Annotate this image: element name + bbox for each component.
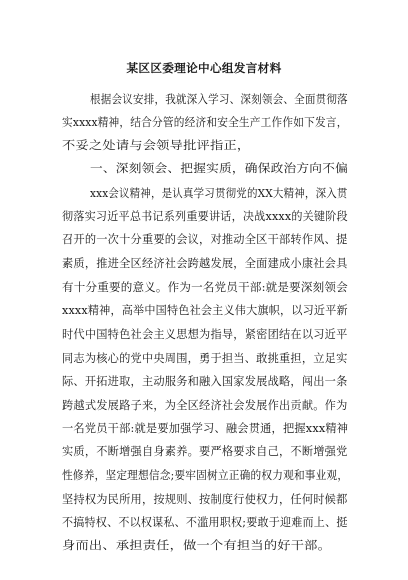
- paragraph-line: 彻落实习近平总书记系列重要讲话，决战xxxx的关键阶段: [62, 209, 348, 223]
- paragraph-line: 不搞特权、不以权谋私、不滥用职权;要敢于迎难而上、挺: [62, 515, 348, 529]
- section-heading: 一、深刻领会、把握实质，确保政治方向不偏: [90, 161, 349, 175]
- paragraph-line: xxxx精神，高举中国特色社会主义伟大旗帜，以习近平新: [62, 303, 348, 317]
- paragraph-line: 有十分重要的意义。作为一名党员干部:就是要深刻领会: [62, 280, 348, 294]
- paragraph-line: xxx会议精神，是认真学习贯彻党的XX大精神，深入贯: [90, 186, 348, 200]
- paragraph-line: 同志为核心的党中央周围，勇于担当、敢挑重担，立足实: [62, 351, 348, 365]
- paragraph-line: 素质，推进全区经济社会跨越发展，全面建成小康社会具: [62, 256, 348, 270]
- paragraph-line: 坚持权为民所用，按规则、按制度行使权力，任何时候都: [62, 492, 348, 506]
- paragraph-line: 一名党员干部:就是要加强学习、融会贯通，把握xxx精神: [62, 421, 349, 435]
- paragraph-line: 际、开拓进取，主动服务和融入国家发展战略，闯出一条: [62, 374, 348, 388]
- paragraph-line: 根据会议安排，我就深入学习、深刻领会、全面贯彻落: [90, 92, 348, 106]
- paragraph-line: 召开的一次十分重要的会议，对推动全区干部转作风、提: [62, 232, 348, 246]
- paragraph-line: 不妥之处请与会领导批评指正，: [62, 138, 251, 152]
- paragraph-line: 身而出、承担责任，做一个有担当的好干部。: [62, 538, 332, 552]
- document-title: 某区区委理论中心组发言材料: [126, 61, 282, 75]
- paragraph-line: 实xxxx精神，结合分管的经济和安全生产工作作如下发言，: [62, 115, 348, 129]
- paragraph-line: 时代中国特色社会主义思想为指导，紧密团结在以习近平: [62, 327, 348, 341]
- paragraph-line: 实质，不断增强自身素养。要严格要求自己，不断增强党: [62, 444, 348, 458]
- paragraph-line: 性修养，坚定理想信念;要牢固树立正确的权力观和事业观，: [62, 468, 349, 482]
- paragraph-line: 跨越式发展路子来，为全区经济社会发展作出贡献。作为: [62, 398, 348, 412]
